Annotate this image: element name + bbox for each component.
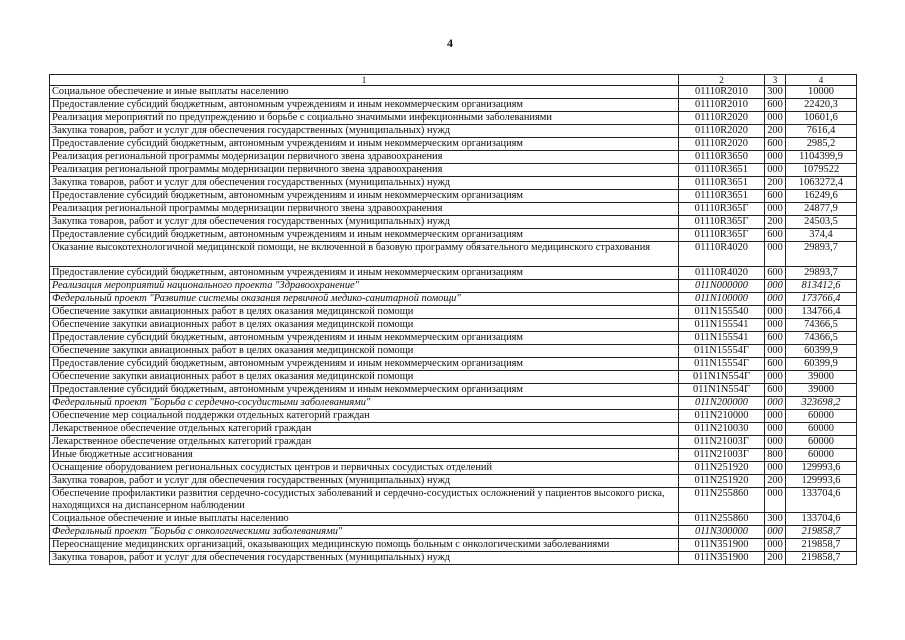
table-row [50, 99, 857, 112]
row-code-cell: 011N100000 [679, 293, 765, 306]
row-name-cell: Предоставление субсидий бюджетным, автономным учреждениям и иным некоммерческим организациям [50, 384, 679, 397]
row-type-cell: 000 [765, 526, 786, 539]
row-sum-cell: 1063272,4 [786, 177, 857, 190]
row-type-cell: 300 [765, 86, 786, 99]
row-code-cell: 01110R4020 [679, 242, 765, 267]
row-type-cell: 000 [765, 371, 786, 384]
row-code-cell: 011N21003Г [679, 449, 765, 462]
row-name-cell: Социальное обеспечение и иные выплаты населению [50, 513, 679, 526]
row-sum-cell: 60000 [786, 436, 857, 449]
row-name-cell: Предоставление субсидий бюджетным, автономным учреждениям и иным некоммерческим организациям [50, 190, 679, 203]
row-name-cell: Предоставление субсидий бюджетным, автономным учреждениям и иным некоммерческим организациям [50, 332, 679, 345]
row-type-cell: 000 [765, 203, 786, 216]
table-row [50, 449, 857, 462]
row-type-cell: 000 [765, 488, 786, 513]
row-code-cell: 011N1N554Г [679, 384, 765, 397]
row-code-cell: 01110R365Г [679, 229, 765, 242]
row-type-cell: 000 [765, 539, 786, 552]
row-type-cell: 200 [765, 475, 786, 488]
row-name-cell: Закупка товаров, работ и услуг для обеспечения государственных (муниципальных) нужд [50, 216, 679, 229]
row-code-cell: 01110R2020 [679, 138, 765, 151]
table-row [50, 436, 857, 449]
table-row [50, 229, 857, 242]
row-name-cell: Предоставление субсидий бюджетным, автономным учреждениям и иным некоммерческим организациям [50, 99, 679, 112]
table-row [50, 242, 857, 267]
row-code-cell: 01110R4020 [679, 267, 765, 280]
table-row [50, 280, 857, 293]
budget-table [49, 74, 857, 565]
row-name-cell: Федеральный проект "Развитие системы оказания первичной медико-санитарной помощи" [50, 293, 679, 306]
row-code-cell: 011N251920 [679, 462, 765, 475]
row-code-cell: 01110R2020 [679, 125, 765, 138]
row-code-cell: 011N1N554Г [679, 371, 765, 384]
row-code-cell: 011N21003Г [679, 436, 765, 449]
row-type-cell: 600 [765, 267, 786, 280]
row-name-cell: Обеспечение закупки авиационных работ в целях оказания медицинской помощи [50, 371, 679, 384]
row-name-cell: Переоснащение медицинских организаций, оказывающих медицинскую помощь больным с онкологическими заболеваниями [50, 539, 679, 552]
row-type-cell: 000 [765, 436, 786, 449]
header-cell-code: 2 [679, 75, 765, 86]
row-name-cell: Закупка товаров, работ и услуг для обеспечения государственных (муниципальных) нужд [50, 552, 679, 565]
table-row [50, 462, 857, 475]
row-code-cell: 011N351900 [679, 539, 765, 552]
row-name-cell: Реализация региональной программы модернизации первичного звена здравоохранения [50, 151, 679, 164]
table-header-row [50, 75, 857, 86]
row-sum-cell: 74366,5 [786, 332, 857, 345]
row-code-cell: 011N155540 [679, 306, 765, 319]
table-row [50, 125, 857, 138]
row-code-cell: 01110R2020 [679, 112, 765, 125]
row-name-cell: Федеральный проект "Борьба с онкологическими заболеваниями" [50, 526, 679, 539]
row-code-cell: 011N15554Г [679, 358, 765, 371]
row-name-cell: Реализация мероприятий национального проекта "Здравоохранение" [50, 280, 679, 293]
row-sum-cell: 60000 [786, 423, 857, 436]
row-type-cell: 000 [765, 462, 786, 475]
row-code-cell: 01110R365Г [679, 216, 765, 229]
table-row [50, 306, 857, 319]
row-sum-cell: 2985,2 [786, 138, 857, 151]
row-type-cell: 200 [765, 216, 786, 229]
row-sum-cell: 129993,6 [786, 475, 857, 488]
table-row [50, 397, 857, 410]
budget-table-body [50, 75, 857, 565]
row-type-cell: 600 [765, 384, 786, 397]
row-name-cell: Лекарственное обеспечение отдельных категорий граждан [50, 436, 679, 449]
row-code-cell: 011N300000 [679, 526, 765, 539]
row-sum-cell: 129993,6 [786, 462, 857, 475]
row-sum-cell: 60399,9 [786, 345, 857, 358]
table-row [50, 293, 857, 306]
table-row [50, 384, 857, 397]
row-type-cell: 000 [765, 293, 786, 306]
table-row [50, 371, 857, 384]
row-sum-cell: 10601,6 [786, 112, 857, 125]
row-name-cell: Иные бюджетные ассигнования [50, 449, 679, 462]
row-sum-cell: 323698,2 [786, 397, 857, 410]
row-code-cell: 011N15554Г [679, 345, 765, 358]
header-cell-sum: 4 [786, 75, 857, 86]
row-code-cell: 01110R3651 [679, 190, 765, 203]
row-sum-cell: 60000 [786, 449, 857, 462]
row-sum-cell: 74366,5 [786, 319, 857, 332]
row-name-cell: Социальное обеспечение и иные выплаты населению [50, 86, 679, 99]
row-sum-cell: 29893,7 [786, 267, 857, 280]
row-name-cell: Предоставление субсидий бюджетным, автономным учреждениям и иным некоммерческим организациям [50, 267, 679, 280]
table-row [50, 151, 857, 164]
row-name-cell: Обеспечение профилактики развития сердечно-сосудистых заболеваний и сердечно-сосудистых осложнений у пациентов высокого риска, находящихся на диспансерном наблюдении [50, 488, 679, 513]
table-row [50, 267, 857, 280]
row-code-cell: 011N200000 [679, 397, 765, 410]
row-code-cell: 01110R2010 [679, 86, 765, 99]
row-sum-cell: 60000 [786, 410, 857, 423]
row-type-cell: 000 [765, 423, 786, 436]
row-code-cell: 011N210030 [679, 423, 765, 436]
row-name-cell: Реализация региональной программы модернизации первичного звена здравоохранения [50, 203, 679, 216]
table-row [50, 112, 857, 125]
row-name-cell: Обеспечение закупки авиационных работ в целях оказания медицинской помощи [50, 345, 679, 358]
row-code-cell: 01110R3651 [679, 177, 765, 190]
row-type-cell: 000 [765, 397, 786, 410]
row-sum-cell: 219858,7 [786, 526, 857, 539]
table-row [50, 539, 857, 552]
row-name-cell: Реализация мероприятий по предупреждению и борьбе с социально значимыми инфекционными заболеваниями [50, 112, 679, 125]
row-type-cell: 000 [765, 306, 786, 319]
row-name-cell: Закупка товаров, работ и услуг для обеспечения государственных (муниципальных) нужд [50, 177, 679, 190]
row-type-cell: 000 [765, 410, 786, 423]
row-type-cell: 600 [765, 99, 786, 112]
row-sum-cell: 133704,6 [786, 488, 857, 513]
row-type-cell: 000 [765, 280, 786, 293]
table-row [50, 513, 857, 526]
table-row [50, 526, 857, 539]
row-code-cell: 011N155541 [679, 319, 765, 332]
row-code-cell: 01110R3651 [679, 164, 765, 177]
row-type-cell: 300 [765, 513, 786, 526]
row-type-cell: 600 [765, 138, 786, 151]
row-sum-cell: 39000 [786, 384, 857, 397]
table-row [50, 138, 857, 151]
row-sum-cell: 173766,4 [786, 293, 857, 306]
table-row [50, 423, 857, 436]
table-row [50, 319, 857, 332]
row-code-cell: 011N251920 [679, 475, 765, 488]
row-type-cell: 600 [765, 229, 786, 242]
row-name-cell: Предоставление субсидий бюджетным, автономным учреждениям и иным некоммерческим организациям [50, 229, 679, 242]
table-row [50, 86, 857, 99]
row-name-cell: Оказание высокотехнологичной медицинской помощи, не включенной в базовую программу обязательного медицинского страхования [50, 242, 679, 267]
row-type-cell: 000 [765, 242, 786, 267]
table-row [50, 410, 857, 423]
row-name-cell: Закупка товаров, работ и услуг для обеспечения государственных (муниципальных) нужд [50, 475, 679, 488]
row-sum-cell: 60399,9 [786, 358, 857, 371]
row-name-cell: Лекарственное обеспечение отдельных категорий граждан [50, 423, 679, 436]
row-code-cell: 01110R3650 [679, 151, 765, 164]
row-sum-cell: 22420,3 [786, 99, 857, 112]
row-sum-cell: 134766,4 [786, 306, 857, 319]
row-code-cell: 011N000000 [679, 280, 765, 293]
row-type-cell: 000 [765, 164, 786, 177]
row-type-cell: 600 [765, 358, 786, 371]
row-name-cell: Оснащение оборудованием региональных сосудистых центров и первичных сосудистых отделений [50, 462, 679, 475]
row-sum-cell: 10000 [786, 86, 857, 99]
row-code-cell: 011N210000 [679, 410, 765, 423]
table-row [50, 177, 857, 190]
table-row [50, 552, 857, 565]
row-sum-cell: 219858,7 [786, 539, 857, 552]
row-type-cell: 000 [765, 151, 786, 164]
header-cell-name: 1 [50, 75, 679, 86]
row-sum-cell: 219858,7 [786, 552, 857, 565]
table-row [50, 203, 857, 216]
row-code-cell: 011N255860 [679, 513, 765, 526]
row-sum-cell: 29893,7 [786, 242, 857, 267]
row-type-cell: 200 [765, 552, 786, 565]
table-row [50, 332, 857, 345]
row-type-cell: 000 [765, 345, 786, 358]
row-sum-cell: 39000 [786, 371, 857, 384]
row-sum-cell: 24503,5 [786, 216, 857, 229]
row-sum-cell: 16249,6 [786, 190, 857, 203]
row-sum-cell: 813412,6 [786, 280, 857, 293]
table-row [50, 164, 857, 177]
header-cell-type: 3 [765, 75, 786, 86]
row-type-cell: 000 [765, 112, 786, 125]
row-sum-cell: 24877,9 [786, 203, 857, 216]
row-code-cell: 01110R365Г [679, 203, 765, 216]
row-name-cell: Предоставление субсидий бюджетным, автономным учреждениям и иным некоммерческим организациям [50, 138, 679, 151]
page-number: 4 [447, 36, 453, 50]
row-type-cell: 200 [765, 125, 786, 138]
row-sum-cell: 7616,4 [786, 125, 857, 138]
row-code-cell: 011N155541 [679, 332, 765, 345]
row-name-cell: Обеспечение закупки авиационных работ в целях оказания медицинской помощи [50, 306, 679, 319]
table-row [50, 358, 857, 371]
row-sum-cell: 133704,6 [786, 513, 857, 526]
table-row [50, 345, 857, 358]
row-sum-cell: 1104399,9 [786, 151, 857, 164]
table-row [50, 190, 857, 203]
row-type-cell: 600 [765, 332, 786, 345]
row-code-cell: 011N255860 [679, 488, 765, 513]
row-sum-cell: 1079522 [786, 164, 857, 177]
table-row [50, 488, 857, 513]
table-row [50, 216, 857, 229]
row-type-cell: 600 [765, 190, 786, 203]
row-code-cell: 01110R2010 [679, 99, 765, 112]
row-type-cell: 000 [765, 319, 786, 332]
row-name-cell: Обеспечение закупки авиационных работ в целях оказания медицинской помощи [50, 319, 679, 332]
row-name-cell: Федеральный проект "Борьба с сердечно-сосудистыми заболеваниями" [50, 397, 679, 410]
row-name-cell: Обеспечение мер социальной поддержки отдельных категорий граждан [50, 410, 679, 423]
row-code-cell: 011N351900 [679, 552, 765, 565]
row-sum-cell: 374,4 [786, 229, 857, 242]
row-name-cell: Реализация региональной программы модернизации первичного звена здравоохранения [50, 164, 679, 177]
table-row [50, 475, 857, 488]
row-type-cell: 200 [765, 177, 786, 190]
row-name-cell: Предоставление субсидий бюджетным, автономным учреждениям и иным некоммерческим организациям [50, 358, 679, 371]
row-type-cell: 800 [765, 449, 786, 462]
row-name-cell: Закупка товаров, работ и услуг для обеспечения государственных (муниципальных) нужд [50, 125, 679, 138]
